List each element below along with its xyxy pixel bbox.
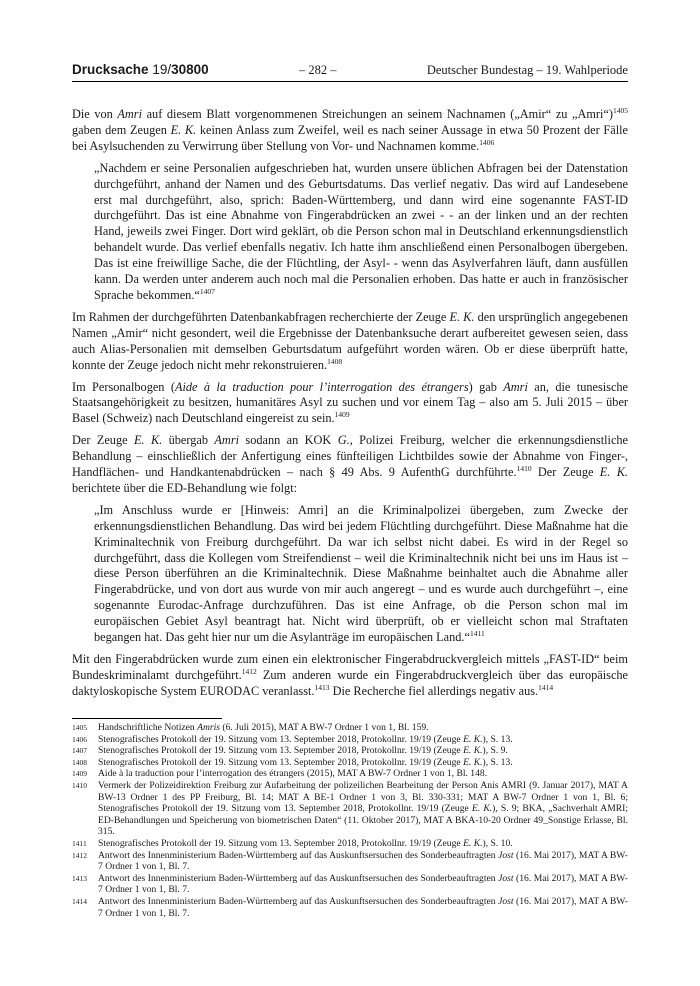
footnote-ref[interactable]: 1406 — [479, 137, 495, 147]
footnotes-section — [72, 718, 628, 919]
footnote: 1407 Stenografisches Protokoll der 19. Sitzung vom 13. September 2018, Protokollnr. 19/19 (Zeuge E. K.), S. 9. — [72, 745, 508, 757]
footnote: 1406 Stenografisches Protokoll der 19. Sitzung vom 13. September 2018, Protokollnr. 19/19 (Zeuge E. K.), S. 13. — [72, 733, 513, 745]
footnote: 1410 Vermerk der Polizeidirektion Freiburg zur Aufarbeitung der polizeilichen Bearbeitung der Person Anis AMRI (9. Januar 2017), MAT A BW-13 Ordner 1 des PP Freiburg, Bl. 14; MAT A BE-1 Ordner 1 von 3, Bl. 330-331; MAT A BW-7 Ordner 1 von 1, Bl. 6; Stenografisches Protokoll der 19. Sitzung vom 13. September 2018, Protokollnr. 19/19 (Zeuge E. K.), S. 9; BKA, „Sachverhalt AMRI; ED-Behandlungen und Speicherung von biometrischen Daten“ (11. Oktober 2017), MAT A BKA-10-20 Ordner 49_Sonstige Erlasse, Bl. 315. — [72, 779, 628, 838]
footnote-divider — [72, 718, 222, 719]
footnote: 1405 Handschriftliche Notizen Amris (6. Juli 2015), MAT A BW-7 Ordner 1 von 1, Bl. 159. — [72, 722, 429, 733]
page-number: – 282 – — [298, 63, 337, 77]
paragraph: Im Personalbogen (Aide à la traduction pour l’interrogation des étrangers) gab Amri an, die tunesische Staatsangehörigkeit zu besitzen, humanitäres Asyl zu suchen und vor einem Tag – also am 5. Juli 2015 – über Basel (Schweiz) nach Deutschland eingereist zu sein.$^{1409}$ — [72, 379, 629, 426]
footnote-ref[interactable]: 1405 — [612, 105, 628, 115]
footnote-ref[interactable]: 1408 — [327, 356, 343, 366]
block-quote: „Nachdem er seine Personalien aufgeschrieben hat, wurden unsere üblichen Abfragen bei der Datenstation durchgeführt, anhand der Namen und des Geburtsdatums. Das verlief negativ. Das wird auf Landesebene erst mal durchgeführt, also, sprich: Baden-Württemberg, und dann wird eine sogenannte FAST-ID durchgeführt. Das ist eine Abnahme von Fingerabdrücken an zwei - - an der linken und an der rechten Hand, jeweils zwei Finger. Dort wird geklärt, ob die Person schon mal in Deutschland erkennungsdienstlich behandelt wurde. Das verlief ebenfalls negativ. Ich hatte ihm anschließend einen Personalbogen übergeben. Das ist eine freiwillige Sache, die der Flüchtling, der Asyl- - wenn das Asylverfahren läuft, dann ausfüllen kann. Da werden unter anderem auch noch mal die Personalien erhoben. Das hatte er auch in französischer Sprache bekommen.“$^{1407}$ — [94, 160, 628, 302]
footnote: 1411 Stenografisches Protokoll der 19. Sitzung vom 13. September 2018, Protokollnr. 19/19 (Zeuge E. K.), S. 10. — [72, 837, 513, 849]
footnote-ref[interactable]: 1409 — [334, 410, 350, 420]
footnote-ref[interactable]: 1407 — [199, 286, 215, 296]
footnote-ref[interactable]: 1410 — [516, 463, 532, 473]
footnote-ref[interactable]: 1411 — [469, 629, 485, 638]
footnote: 1414 Antwort des Innenministerium Baden-Württemberg auf das Auskunftsersuchen des Sonderbeauftragten Jost (16. Mai 2017), MAT A BW-7 Ordner 1 von 1, Bl. 7. — [72, 895, 628, 919]
footnote-ref[interactable]: 1414 — [538, 682, 554, 692]
paragraph: Der Zeuge E. K. übergab Amri sodann an KOK G., Polizei Freiburg, welcher die erkennungsdienstliche Behandlung – einschließlich der Anfertigung eines fünfteiligen Lichtbildes sowie der Abnahme von Finger-, Handflächen- und Handkantenabdrücken – nach § 49 Abs. 9 AufenthG durchführte.$^{1410}$ Der Zeuge E. K. berichtete über die ED-Behandlung wie folgt: — [72, 433, 629, 495]
block-quote: „Im Anschluss wurde er [Hinweis: Amri] an die Kriminalpolizei übergeben, zum Zwecke der erkennungsdienstlichen Behandlung. Das wird bei jedem Flüchtling durchgeführt. Diese Maßnahme hat die Kriminaltechnik von Freiburg durchgeführt. Da war ich selbst nicht dabei. Es wird in der Regel so durchgeführt, dass die Kollegen vom Streifendienst – weil die Kriminaltechnik nicht bei uns im Haus ist – diese Person überführen an die Kriminaltechnik. Diese Maßnahme beinhaltet auch die Abnahme aller Fingerabdrücke, und von dort aus wurde von mir auch angeregt – und es wurde auch durchgeführt –, eine sogenannte Eurodac-Anfrage durchzuführen. Das ist eine Anfrage, ob die Person schon mal im europäischen Gebiet Asyl beantragt hat. Nicht wird überprüft, ob er vielleicht schon mal Straftaten begangen hat. Das geht hier nur um die Asylanträge im europäischen Land.“$^{1411}$ — [94, 502, 628, 645]
paragraph: Die von Amri auf diesem Blatt vorgenommenen Streichungen an seinem Nachnamen („Amir“ zu „Amri“)$^{1405}$ gaben dem Zeugen E. K. keinen Anlass zum Zweifel, weil es nach seiner Aussage in etwa 50 Prozent der Fälle bei Asylsuchenden zu Verwirrung über Stellung von Vor- und Nachnamen komme.$^{1406}$ — [72, 105, 628, 153]
footnote: 1412 Antwort des Innenministerium Baden-Württemberg auf das Auskunftsersuchen des Sonderbeauftragten Jost (16. Mai 2017), MAT A BW-7 Ordner 1 von 1, Bl. 7. — [72, 849, 628, 873]
footnote: 1413 Antwort des Innenministerium Baden-Württemberg auf das Auskunftsersuchen des Sonderbeauftragten Jost (16. Mai 2017), MAT A BW-7 Ordner 1 von 1, Bl. 7. — [72, 872, 628, 896]
paragraph: Mit den Fingerabdrücken wurde zum einen ein elektronischer Fingerabdruckvergleich mittels „FAST-ID“ beim Bundeskriminalamt durchgeführt.$^{1412}$ Zum anderen wurde ein Fingerabdruckvergleich über das europäische daktyloskopische System EURODAC veranlasst.$^{1413}$ Die Recherche fiel allerdings negativ aus.$^{1414}$ — [72, 652, 629, 698]
footnote: 1409 Aide à la traduction pour l’interrogation des étrangers (2015), MAT A BW-7 Ordner 1 von 1, Bl. 148. — [72, 768, 488, 780]
publisher-line: Deutscher Bundestag – 19. Wahlperiode — [426, 63, 628, 77]
document-page — [72, 62, 628, 706]
paragraph: Im Rahmen der durchgeführten Datenbankabfragen recherchierte der Zeuge E. K. den ursprünglich angegebenen Namen „Amir“ nicht gesondert, weil die Ergebnisse der Datenbanksuche derart aufbereitet gewesen seien, dass auch Alias-Personalien mit demselben Geburtsdatum aufgeführt worden wären. Ob er diese überprüft hatte, konnte der Zeuge jedoch nicht mehr rekonstruieren.$^{1408}$ — [72, 309, 628, 372]
footnote-ref[interactable]: 1412 — [241, 666, 257, 676]
footnote-ref[interactable]: 1413 — [314, 682, 330, 692]
page-header — [72, 62, 628, 82]
document-body — [72, 107, 628, 700]
footnote: 1408 Stenografisches Protokoll der 19. Sitzung vom 13. September 2018, Protokollnr. 19/19 (Zeuge E. K.), S. 13. — [72, 756, 513, 768]
document-number: Drucksache 19/30800 — [72, 62, 209, 77]
